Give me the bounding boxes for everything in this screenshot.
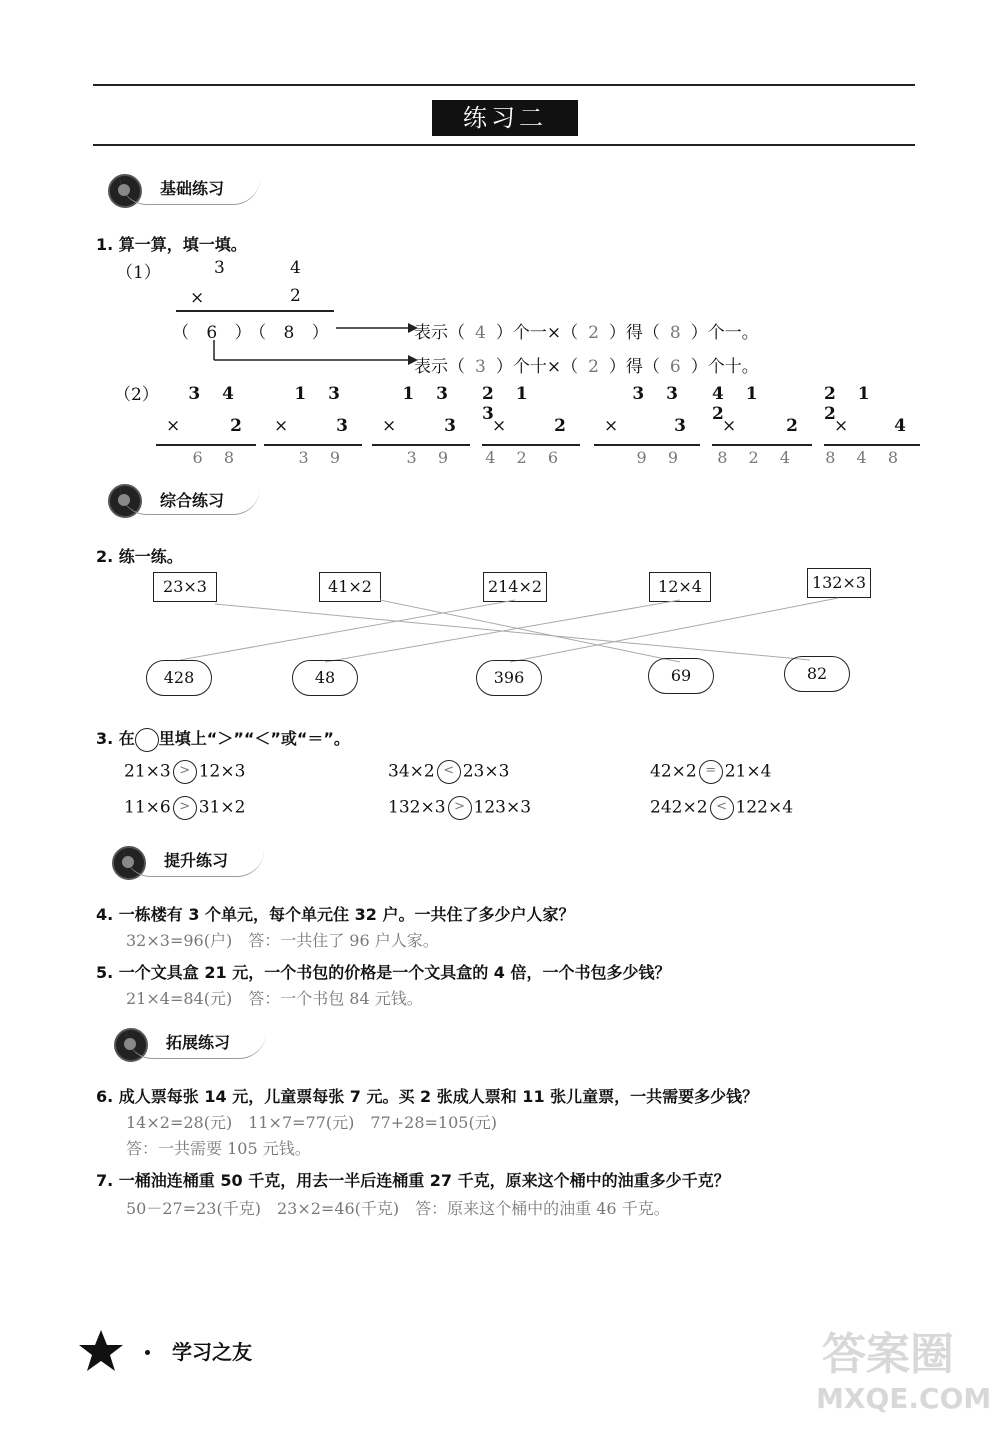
section-basic-label: 基础练习	[160, 179, 225, 198]
section-extension-label: 拓展练习	[166, 1033, 231, 1052]
problem-multiplier: 2	[554, 416, 566, 436]
q2-result-1[interactable]: 428	[146, 660, 212, 696]
q2-connecting-lines	[0, 0, 1000, 700]
q1-times-sign: ×	[190, 288, 205, 308]
q6-answer-line2: 答：一共需要 105 元钱。	[126, 1139, 311, 1158]
q1-line2: 表示（ 3 ）个十×（ 2 ）得（ 6 ）个十。	[414, 357, 759, 377]
comparison-left: 42×2	[650, 761, 697, 782]
q7-answer: 50－27=23(千克) 23×2=46(千克) 答：原来这个桶中的油重 46 千克。	[126, 1199, 670, 1218]
problem-times: ×	[834, 416, 849, 436]
comparison-circle[interactable]: >	[448, 796, 472, 820]
problem-times: ×	[722, 416, 737, 436]
q2-expr-2[interactable]: 41×2	[319, 572, 381, 602]
problem-multiplier: 2	[230, 416, 242, 436]
q4-label: 4. 一栋楼有 3 个单元，每个单元住 32 户。一共住了多少户人家？	[96, 905, 575, 924]
comparison-right: 23×3	[462, 761, 510, 782]
section-comprehensive-label: 综合练习	[160, 491, 225, 510]
problem-top: 1 3	[402, 384, 456, 404]
problem-answer: 8 2 4	[717, 448, 798, 467]
q7-label: 7. 一桶油连桶重 50 千克，用去一半后连桶重 27 千克，原来这个桶中的油重多少千克？	[96, 1171, 730, 1190]
footer-dot	[145, 1350, 150, 1355]
comparison-right: 12×3	[198, 761, 246, 782]
problem-answer: 9 9	[636, 448, 686, 467]
comparison-right: 122×4	[735, 797, 794, 818]
problem-top: 2 1 3	[482, 384, 536, 424]
comparison-right: 123×3	[473, 797, 532, 818]
problem-top: 2 1 2	[824, 384, 878, 424]
problem-multiplier: 3	[674, 416, 686, 436]
problem-multiplier: 4	[894, 416, 906, 436]
problem-top: 3 4	[188, 384, 242, 404]
q1-part1-label: （1）	[116, 263, 161, 283]
problem-answer: 4 2 6	[485, 448, 566, 467]
problem-times: ×	[274, 416, 289, 436]
footer-title: 学习之友	[172, 1340, 252, 1364]
problem-answer: 8 4 8	[825, 448, 906, 467]
problem-top: 4 1 2	[712, 384, 766, 424]
comparison-left: 21×3	[124, 761, 171, 782]
comparison-circle[interactable]: =	[699, 760, 723, 784]
watermark-url: MXQE.COM	[816, 1382, 992, 1415]
watermark-logo: 答案圈	[822, 1329, 954, 1380]
problem-times: ×	[492, 416, 507, 436]
q2-expr-5[interactable]: 132×3	[807, 568, 871, 598]
q5-label: 5. 一个文具盒 21 元，一个书包的价格是一个文具盒的 4 倍，一个书包多少钱？	[96, 963, 671, 982]
q1-result-row: （ 6 ）（ 8 ）	[172, 323, 335, 343]
comparison-item	[388, 760, 509, 784]
star-icon	[76, 1328, 126, 1374]
q2-label: 2. 练一练。	[96, 547, 183, 566]
problem-times: ×	[382, 416, 397, 436]
q1-line1: 表示（ 4 ）个一×（ 2 ）得（ 8 ）个一。	[414, 323, 759, 343]
comparison-left: 34×2	[388, 761, 435, 782]
comparison-item	[650, 796, 793, 820]
comparison-left: 132×3	[388, 797, 446, 818]
q2-expr-1[interactable]: 23×3	[153, 572, 217, 602]
problem-top: 1 3	[294, 384, 348, 404]
comparison-item	[388, 796, 531, 820]
comparison-circle[interactable]: >	[173, 796, 197, 820]
q2-result-2[interactable]: 48	[292, 660, 358, 696]
q2-result-5[interactable]: 82	[784, 656, 850, 692]
q2-expr-4[interactable]: 12×4	[649, 572, 711, 602]
q5-answer: 21×4=84(元) 答：一个书包 84 元钱。	[126, 989, 423, 1008]
q1-multiplicand-ones: 4	[290, 258, 301, 278]
problem-times: ×	[604, 416, 619, 436]
q1-label: 1. 算一算，填一填。	[96, 235, 247, 254]
problem-top: 3 3	[632, 384, 686, 404]
problem-answer: 3 9	[298, 448, 348, 467]
comparison-item	[124, 796, 245, 820]
q3-circle-example	[135, 728, 159, 752]
q1-multiplicand-tens: 3	[214, 258, 225, 278]
problem-answer: 3 9	[406, 448, 456, 467]
problem-multiplier: 2	[786, 416, 798, 436]
q1-multiplier: 2	[290, 286, 301, 306]
comparison-circle[interactable]: <	[710, 796, 734, 820]
page-title: 练习二	[432, 100, 578, 136]
problem-answer: 6 8	[192, 448, 242, 467]
q2-result-3[interactable]: 396	[476, 660, 542, 696]
q6-label: 6. 成人票每张 14 元，儿童票每张 7 元。买 2 张成人票和 11 张儿童票，一共需要多少钱？	[96, 1087, 759, 1106]
problem-multiplier: 3	[336, 416, 348, 436]
comparison-right: 21×4	[724, 761, 772, 782]
comparison-left: 11×6	[124, 797, 171, 818]
q4-answer: 32×3=96(户) 答：一共住了 96 户人家。	[126, 931, 439, 950]
problem-multiplier: 3	[444, 416, 456, 436]
q6-answer-line1: 14×2=28(元) 11×7=77(元) 77+28=105(元)	[126, 1113, 497, 1132]
section-advanced-label: 提升练习	[164, 851, 229, 870]
comparison-right: 31×2	[198, 797, 246, 818]
comparison-circle[interactable]: >	[173, 760, 197, 784]
q2-expr-3[interactable]: 214×2	[483, 572, 547, 602]
problem-times: ×	[166, 416, 181, 436]
q2-result-4[interactable]: 69	[648, 658, 714, 694]
comparison-circle[interactable]: <	[437, 760, 461, 784]
comparison-item	[650, 760, 771, 784]
comparison-left: 242×2	[650, 797, 708, 818]
q1-part2-label: （2）	[114, 385, 159, 405]
q3-label: 3. 在 里填上“＞”“＜”或“＝”。	[96, 726, 350, 752]
comparison-item	[124, 760, 245, 784]
